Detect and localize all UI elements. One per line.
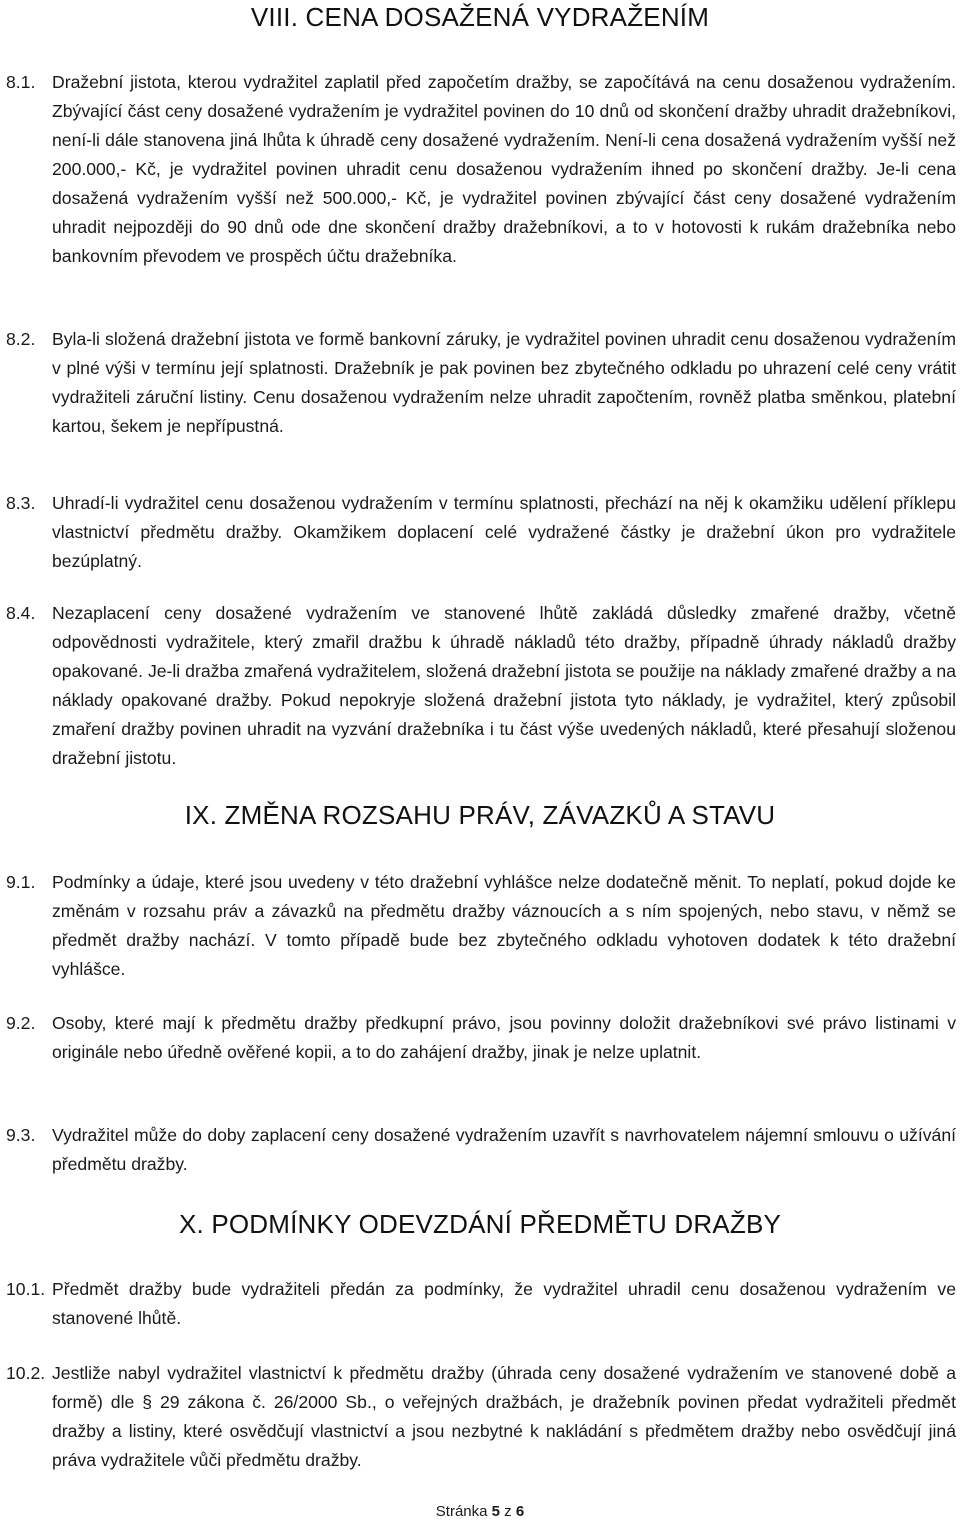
clause-number: 8.4.	[6, 603, 36, 623]
clause	[6, 325, 956, 441]
page-footer	[0, 1503, 960, 1520]
clause	[6, 68, 956, 271]
clause	[6, 1121, 956, 1179]
clause-text: Jestliže nabyl vydražitel vlastnictví k předmětu dražby (úhrada ceny dosažené vydražením ve stanovené době a formě) dle § 29 zákona č. 26/2000 Sb., o veřejných dražbách, je dražebník povinen předat vydražiteli předmět dražby a listiny, které osvědčují vlastnictví a jsou nezbytné k nakládání s předmětem dražby nebo osvědčují jiná práva vydražitele vůči předmětu dražby.	[52, 1363, 956, 1470]
clause-number: 9.1.	[6, 872, 36, 892]
footer-page-number: 5	[491, 1503, 501, 1520]
clause	[6, 868, 956, 984]
clause-text: Osoby, které mají k předmětu dražby předkupní právo, jsou povinny doložit dražebníkovi své právo listinami v originále nebo úředně ověřené kopii, a to do zahájení dražby, jinak je nelze uplatnit.	[52, 1013, 956, 1062]
footer-separator: z	[500, 1503, 516, 1520]
clause-number: 8.1.	[6, 72, 36, 92]
clause-text: Dražební jistota, kterou vydražitel zaplatil před započetím dražby, se započítává na cenu dosaženou vydražením. Zbývající část ceny dosažené vydražením je vydražitel povinen do 10 dnů od skončení dražby uhradit dražebníkovi, není-li dále stanovena jiná lhůta k úhradě ceny dosažené vydražením. Není-li cena dosažená vydražením vyšší než 200.000,- Kč, je vydražitel povinen uhradit cenu dosaženou vydražením ihned po skončení dražby. Je-li cena dosažená vydražením vyšší než 500.000,- Kč, je vydražitel povinen zbývající část ceny dosažené vydražením uhradit nejpozději do 90 dnů ode dne skončení dražby dražebníkovi, a to v hotovosti k rukám dražebníka nebo bankovním převodem ve prospěch účtu dražebníka.	[52, 72, 956, 266]
section-heading: VIII. CENA DOSAŽENÁ VYDRAŽENÍM	[250, 2, 710, 32]
clause-text: Podmínky a údaje, které jsou uvedeny v této dražební vyhlášce nelze dodatečně měnit. To neplatí, pokud dojde ke změnám v rozsahu práv a závazků na předmětu dražby váznoucích a s ním spojených, nebo stavu, v němž se předmět dražby nachází. V tomto případě bude bez zbytečného odkladu vyhotoven dodatek k této dražební vyhlášce.	[52, 872, 956, 979]
clause-text: Uhradí-li vydražitel cenu dosaženou vydražením v termínu splatnosti, přechází na něj k okamžiku udělení příklepu vlastnictví předmětu dražby. Okamžikem doplacení celé vydražené částky je dražební úkon pro vydražitele bezúplatný.	[52, 493, 956, 571]
clause	[6, 1009, 956, 1067]
clause-number: 9.2.	[6, 1013, 36, 1033]
clause	[6, 1359, 956, 1475]
clause-number: 10.1.	[6, 1279, 46, 1299]
footer-page-total: 6	[515, 1503, 525, 1520]
clause	[6, 1275, 956, 1333]
footer-prefix: Stránka	[435, 1503, 492, 1520]
clause	[6, 489, 956, 576]
clause-number: 8.2.	[6, 329, 36, 349]
clause-text: Byla-li složená dražební jistota ve formě bankovní záruky, je vydražitel povinen uhradit cenu dosaženou vydražením v plné výši v termínu její splatnosti. Dražebník je pak povinen bez zbytečného odkladu po uhrazení celé ceny vrátit vydražiteli záruční listiny. Cenu dosaženou vydražením nelze uhradit započtením, rovněž platba směnkou, platební kartou, šekem je nepřípustná.	[52, 329, 956, 436]
clause-text: Nezaplacení ceny dosažené vydražením ve stanovené lhůtě zakládá důsledky zmařené dražby, včetně odpovědnosti vydražitele, který zmařil dražbu k úhradě nákladů této dražby, případně úhrady nákladů dražby opakované. Je-li dražba zmařená vydražitelem, složená dražební jistota se použije na náklady zmařené dražby a na náklady opakované dražby. Pokud nepokryje složená dražební jistota tyto náklady, je vydražitel, který způsobil zmaření dražby povinen uhradit na vyzvání dražebníka i tu část výše uvedených nákladů, které přesahují složenou dražební jistotu.	[52, 603, 956, 768]
clause-number: 10.2.	[6, 1363, 46, 1383]
section-heading: X. PODMÍNKY ODEVZDÁNÍ PŘEDMĚTU DRAŽBY	[178, 1209, 782, 1239]
section-heading: IX. ZMĚNA ROZSAHU PRÁV, ZÁVAZKŮ A STAVU	[184, 800, 776, 830]
clause	[6, 599, 956, 773]
clause-text: Předmět dražby bude vydražiteli předán za podmínky, že vydražitel uhradil cenu dosaženou vydražením ve stanovené lhůtě.	[52, 1279, 956, 1328]
clause-number: 9.3.	[6, 1125, 36, 1145]
clause-text: Vydražitel může do doby zaplacení ceny dosažené vydražením uzavřít s navrhovatelem nájemní smlouvu o užívání předmětu dražby.	[52, 1125, 956, 1174]
clause-number: 8.3.	[6, 493, 36, 513]
